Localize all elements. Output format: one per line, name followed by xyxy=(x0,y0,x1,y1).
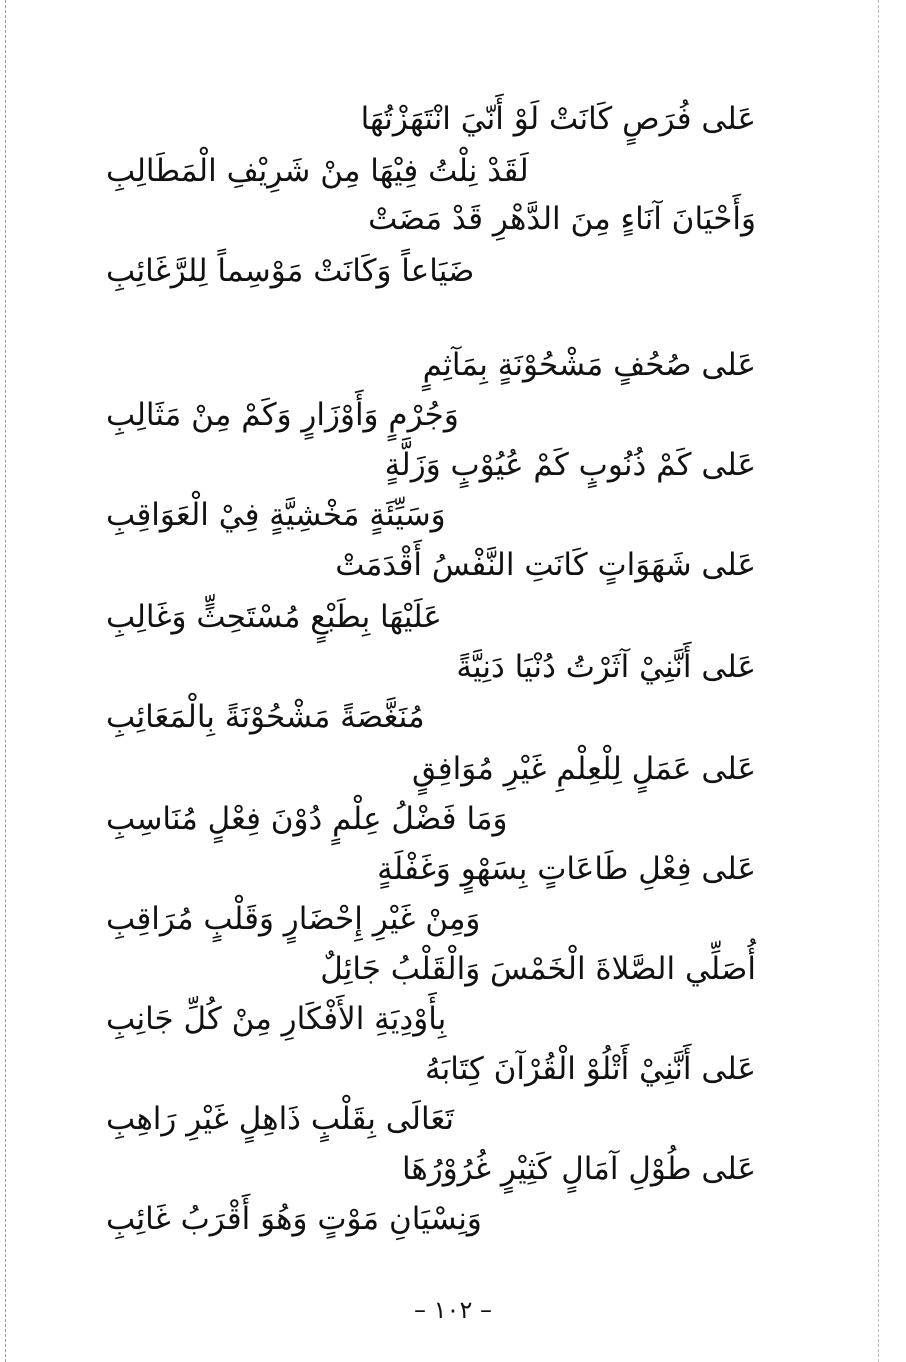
verse-10-first-hemistich: عَلى أَنَّنِيْ أَتْلُوْ الْقُرْآنَ كِتَابَهُ xyxy=(425,1051,756,1087)
page-number: – ١٠٢ – xyxy=(414,1296,492,1324)
verse-1-second-hemistich: لَقَدْ نِلْتُ فِيْهَا مِنْ شَرِيْفِ الْمَطَالِبِ xyxy=(106,153,529,189)
verse-9-second-hemistich: بِأَوْدِيَةِ الأَفْكَارِ مِنْ كُلِّ جَانِبِ xyxy=(106,1001,447,1037)
verse-5-first-hemistich: عَلى شَهَوَاتٍ كَانَتِ النَّفْسُ أَقْدَمَتْ xyxy=(335,547,756,583)
verse-1-first-hemistich: عَلى فُرَصٍ كَانَتْ لَوْ أَنّيَ انْتَهَزْتُهَا xyxy=(360,101,756,137)
verse-11-second-hemistich: وَنِسْيَانِ مَوْتٍ وَهُوَ أَقْرَبُ غَائِبِ xyxy=(106,1201,482,1237)
verse-4-first-hemistich: عَلى كَمْ ذُنُوبٍ كَمْ عُيُوْبٍ وَزَلَّةٍ xyxy=(384,447,756,483)
verse-8-second-hemistich: وَمِنْ غَيْرِ إِحْضَارٍ وَقَلْبٍ مُرَاقِبِ xyxy=(106,901,481,937)
verse-11-first-hemistich: عَلى طُوْلِ آمَالٍ كَثِيْرٍ غُرُوْرُهَا xyxy=(401,1151,756,1187)
verse-2-second-hemistich: ضَيَاعاً وَكَانَتْ مَوْسِماً لِلرَّغَائِبِ xyxy=(106,253,475,289)
verse-3-second-hemistich: وَجُرْمٍ وَأَوْزَارٍ وَكَمْ مِنْ مَثَالِبِ xyxy=(106,397,459,433)
verse-10-second-hemistich: تَعَالَى بِقَلْبٍ ذَاهِلٍ غَيْرِ رَاهِبِ xyxy=(106,1101,455,1137)
verse-3-first-hemistich: عَلى صُحُفٍ مَشْحُوْنَةٍ بِمَآثِمٍ xyxy=(422,347,756,383)
verse-8-first-hemistich: عَلى فِعْلِ طَاعَاتٍ بِسَهْوٍ وَغَفْلَةٍ xyxy=(377,851,756,887)
verse-9-first-hemistich: أُصَلِّي الصَّلاةَ الْخَمْسَ وَالْقَلْبُ جَائِلٌ xyxy=(320,951,756,987)
verse-2-first-hemistich: وَأَحْيَانَ آنَاءٍ مِنَ الدَّهْرِ قَدْ مَضَتْ xyxy=(368,201,756,237)
verse-5-second-hemistich: عَلَيْهَا بِطَبْعٍ مُسْتَحِثٍّ وَغَالِبِ xyxy=(106,599,442,635)
verse-6-first-hemistich: عَلى أَنَّنِيْ آثَرْتُ دُنْيَا دَنِيَّةً xyxy=(456,649,756,685)
verse-7-first-hemistich: عَلى عَمَلٍ لِلْعِلْمِ غَيْرِ مُوَافِقٍ xyxy=(411,751,756,787)
page-edge-left xyxy=(5,0,6,1362)
verse-7-second-hemistich: وَمَا فَضْلُ عِلْمٍ دُوْنَ فِعْلٍ مُنَاسِبِ xyxy=(106,801,508,837)
poem-body xyxy=(100,0,756,1362)
verse-4-second-hemistich: وَسَيِّئَةٍ مَخْشِيَّةٍ فِيْ الْعَوَاقِبِ xyxy=(106,497,446,533)
verse-6-second-hemistich: مُنَغَّصَةً مَشْحُوْنَةً بِالْمَعَائِبِ xyxy=(106,699,425,735)
page-edge-right xyxy=(878,0,879,1362)
